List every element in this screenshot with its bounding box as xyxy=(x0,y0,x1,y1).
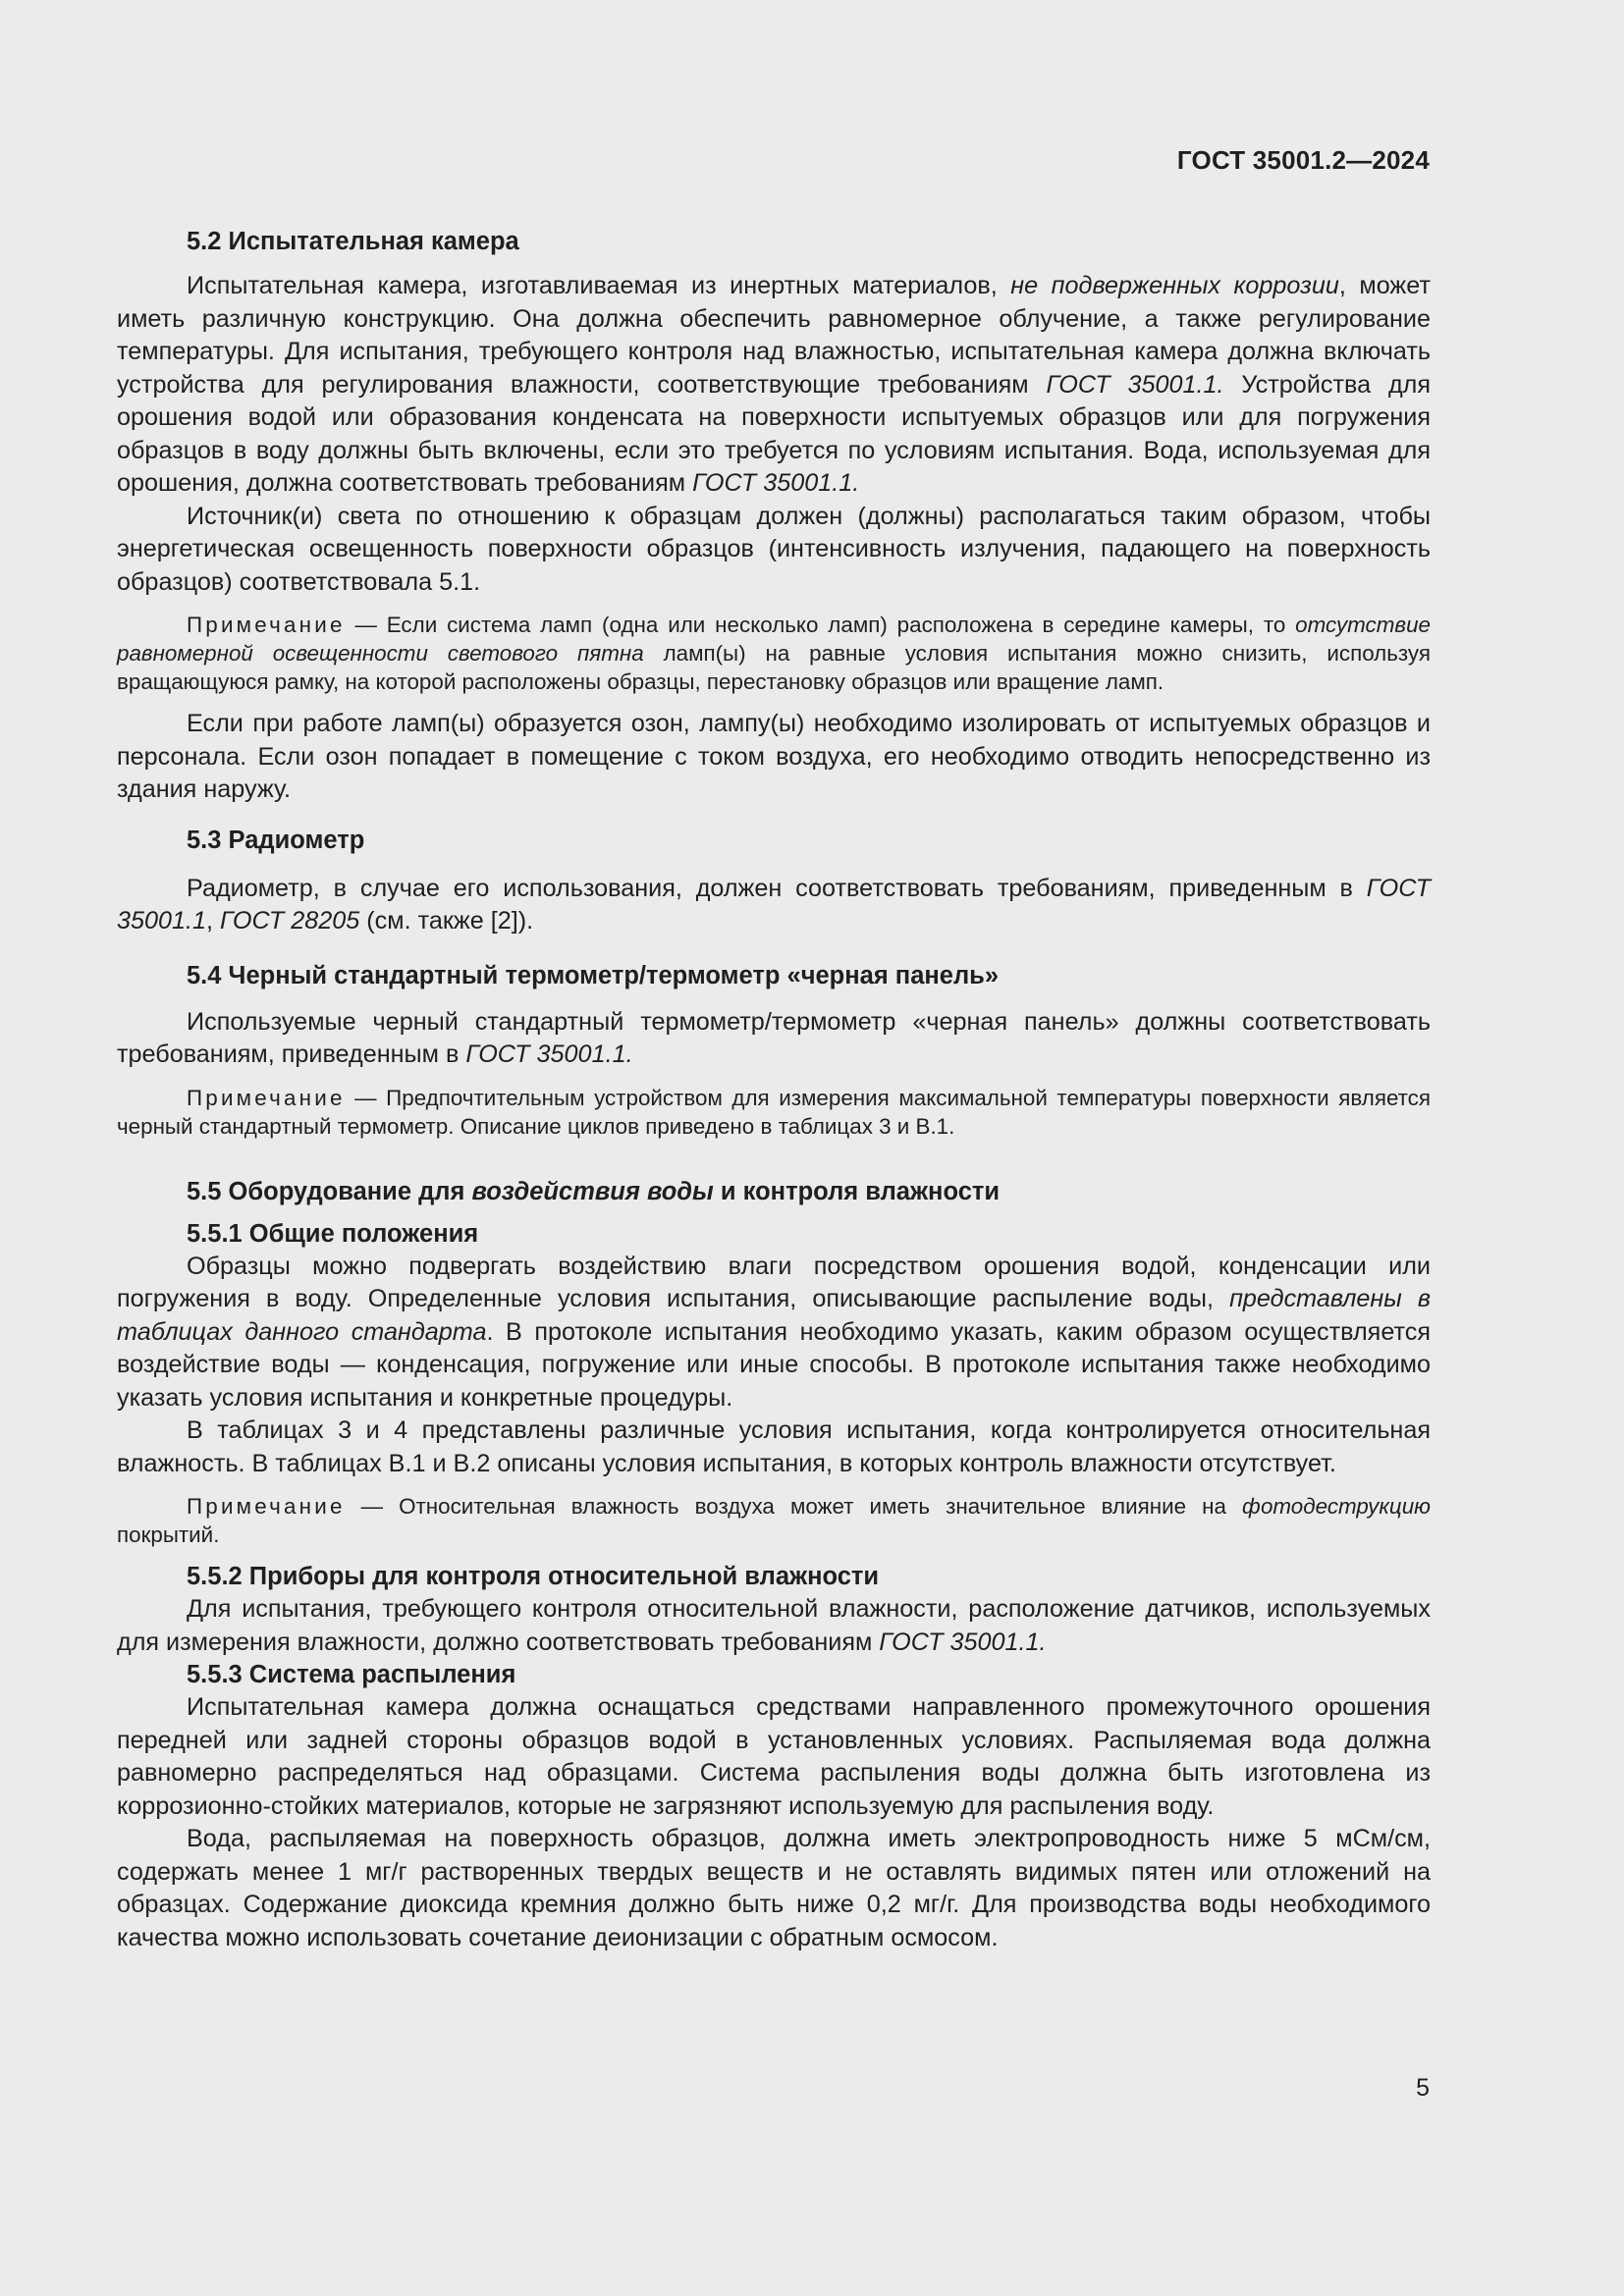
standard-reference: ГОСТ 35001.1 xyxy=(117,874,1431,934)
text-run: и контроля влажности xyxy=(713,1177,1001,1205)
section-5-2-title: 5.2 Испытательная камера xyxy=(187,228,519,255)
standard-reference: ГОСТ 28205 xyxy=(220,907,360,934)
text-run: — Предпочтительным устройством для измерения максимальной температуры поверхности является черный стандартный термометр. Описание циклов приведено в таблицах 3 и В.1. xyxy=(117,1085,1431,1139)
section-5-5-3-paragraph-1: Испытательная камера должна оснащаться средствами направленного промежуточного орошения передней или задней стороны образцов водой в установленных условиях. Распыляемая вода должна равномерно распределяться над образцами. Система распыления воды должна быть изготовлена из коррозионно-стойких материалов, которые не загрязняют используемую для распыления воду. xyxy=(117,1693,1431,1820)
text-run: , может иметь различную конструкцию. Она должна обеспечить равномерное облучение, а также регулирование температуры. Для испытания, требующего контроля над влажностью, испытательная камера должна включать устройства для регулирования влажности, соответствующие требованиям xyxy=(117,272,1431,399)
italic-run: воздействия воды xyxy=(471,1177,714,1205)
page-number: 5 xyxy=(1416,2074,1430,2102)
text-run: ламп(ы) на равные условия испытания можно снизить, используя вращающуюся рамку, на которой расположены образцы, перестановку образцов или вращение ламп. xyxy=(117,641,1431,694)
section-5-5-title xyxy=(117,1176,1431,1208)
section-5-2-paragraph-1 xyxy=(117,270,1431,501)
note-label: Примечание xyxy=(187,613,346,637)
note-1 xyxy=(117,611,1431,696)
section-5-4-title: 5.4 Черный стандартный термометр/термометр «черная панель» xyxy=(187,961,1000,989)
text-run: Используемые черный стандартный термометр/термометр «черная панель» должны соответствовать требованиям, приведенным в xyxy=(117,1007,1431,1068)
text-run: Радиометр, в случае его использования, должен соответствовать требованиям, приведенным в xyxy=(187,874,1367,902)
text-run: . В протоколе испытания необходимо указать, каким образом осуществляется воздействие воды — конденсация, погружение или иные способы. В протоколе испытания также необходимо указать условия испытания и конкретные процедуры. xyxy=(117,1317,1431,1412)
section-5-5-3-paragraph-2: Вода, распыляемая на поверхность образцов, должна иметь электропроводность ниже 5 мСм/см, содержать менее 1 мг/г растворенных твердых веществ и не оставлять видимых пятен или отложений на образцах. Содержание диоксида кремния должно быть ниже 0,2 мг/г. Для производства воды необходимого качества можно использовать сочетание деионизации с обратным осмосом. xyxy=(117,1825,1431,1951)
note-3 xyxy=(117,1492,1431,1549)
section-5-5-1-paragraph-2: В таблицах 3 и 4 представлены различные условия испытания, когда контролируется относительная влажность. В таблицах В.1 и В.2 описаны условия испытания, в которых контроль влажности отсутствует. xyxy=(117,1416,1431,1477)
section-5-5-2-paragraph xyxy=(117,1593,1431,1659)
section-5-5-2-title: 5.5.2 Приборы для контроля относительной влажности xyxy=(187,1563,880,1590)
section-5-2-paragraph-3: Если при работе ламп(ы) образуется озон, лампу(ы) необходимо изолировать от испытуемых образцов и персонала. Если озон попадает в помещение с током воздуха, его необходимо отводить непосредственно из здания наружу. xyxy=(117,710,1431,803)
text-run: — Относительная влажность воздуха может иметь значительное влияние на xyxy=(345,1494,1242,1519)
text-run: Образцы можно подвергать воздействию влаги посредством орошения водой, конденсации или погружения в воду. Определенные условия испытания, описывающие распыление воды, xyxy=(117,1252,1431,1312)
note-label: Примечание xyxy=(187,1085,346,1110)
standard-reference: ГОСТ 35001.1. xyxy=(692,469,860,497)
note-label: Примечание xyxy=(187,1494,346,1519)
text-run: , xyxy=(206,907,221,934)
text-run: — Если система ламп (одна или несколько ламп) расположена в середине камеры, то xyxy=(345,613,1296,637)
section-5-2-paragraph-2: Источник(и) света по отношению к образцам должен (должны) располагаться таким образом, чтобы энергетическая освещенность поверхности образцов (интенсивность излучения, падающего на поверхность образцов) соответствовала 5.1. xyxy=(117,502,1431,596)
section-5-3-paragraph xyxy=(117,873,1431,938)
italic-run: фотодеструкцию xyxy=(1241,1494,1431,1519)
text-run: Испытательная камера, изготавливаемая из инертных материалов, xyxy=(187,272,1011,299)
italic-run: не подверженных коррозии xyxy=(1010,272,1339,299)
text-run: Для испытания, требующего контроля относительной влажности, расположение датчиков, используемых для измерения влажности, должно соответствовать требованиям xyxy=(117,1595,1431,1656)
italic-run: представлены в таблицах данного стандарта xyxy=(117,1285,1431,1346)
text-run: Устройства для орошения водой или образования конденсата на поверхности испытуемых образцов или для погружения образцов в воду должны быть включены, если это требуется по условиям испытания. Вода, используемая для орошения, должна соответствовать требованиям xyxy=(117,370,1431,497)
section-5-5-1-title: 5.5.1 Общие положения xyxy=(187,1219,479,1248)
standard-reference: ГОСТ 35001.1. xyxy=(879,1628,1047,1656)
document-body xyxy=(117,226,1431,1954)
section-5-3-title: 5.3 Радиометр xyxy=(187,826,365,854)
note-2 xyxy=(117,1084,1431,1141)
section-5-5-1-paragraph-1 xyxy=(117,1251,1431,1415)
text-run: (см. также [2]). xyxy=(359,907,534,934)
document-code-header: ГОСТ 35001.2—2024 xyxy=(1176,145,1430,175)
text-run: покрытий. xyxy=(117,1522,220,1547)
standard-reference: ГОСТ 35001.1. xyxy=(1046,370,1224,399)
standard-reference: ГОСТ 35001.1. xyxy=(465,1041,633,1068)
text-run: 5.5 Оборудование для xyxy=(187,1177,472,1205)
italic-run: отсутствие равномерной освещенности светового пятна xyxy=(117,613,1431,666)
section-5-4-paragraph xyxy=(117,1006,1431,1072)
section-5-5-3-title: 5.5.3 Система распыления xyxy=(187,1661,516,1688)
